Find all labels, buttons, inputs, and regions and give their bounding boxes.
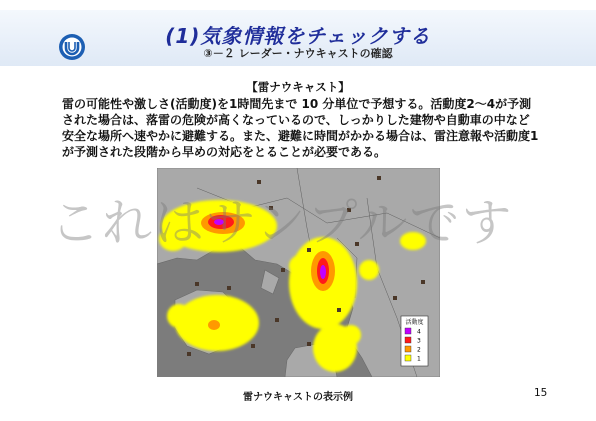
legend-label-level-2: 2 — [417, 346, 421, 354]
body-paragraph: 雷の可能性や激しさ(活動度)を1時間先まで 10 分単位で予想する。活動度2～4が予測された場合は、落雷の危険が高くなっているので、しっかりした建物や自動車の中など安全な場所へ速やかに避難する。また、避難に時間がかかる場合は、雷注意報や活動度1が予測された段階から早めの対応をとることが必要である。 — [62, 97, 539, 159]
figure-caption: 雷ナウキャストの表示例 — [243, 392, 353, 403]
legend-swatch-level-2 — [405, 346, 411, 352]
sample-watermark: これはサンプルです — [50, 194, 514, 252]
legend-label-level-4: 4 — [417, 328, 421, 336]
legend-label-level-1: 1 — [417, 355, 421, 363]
legend-title: 活動度 — [405, 319, 424, 326]
slide-title: (1)気象情報をチェックする — [165, 24, 431, 48]
legend-swatch-level-3 — [405, 337, 411, 343]
slide-subtitle: ③－２ レーダー・ナウキャストの確認 — [203, 47, 393, 60]
legend-swatch-level-1 — [405, 355, 411, 361]
section-heading: 【雷ナウキャスト】 — [246, 80, 350, 94]
page-number: 15 — [534, 387, 548, 399]
activity-legend — [401, 316, 428, 366]
legend-label-level-3: 3 — [417, 337, 421, 345]
legend-swatch-level-4 — [405, 328, 411, 334]
